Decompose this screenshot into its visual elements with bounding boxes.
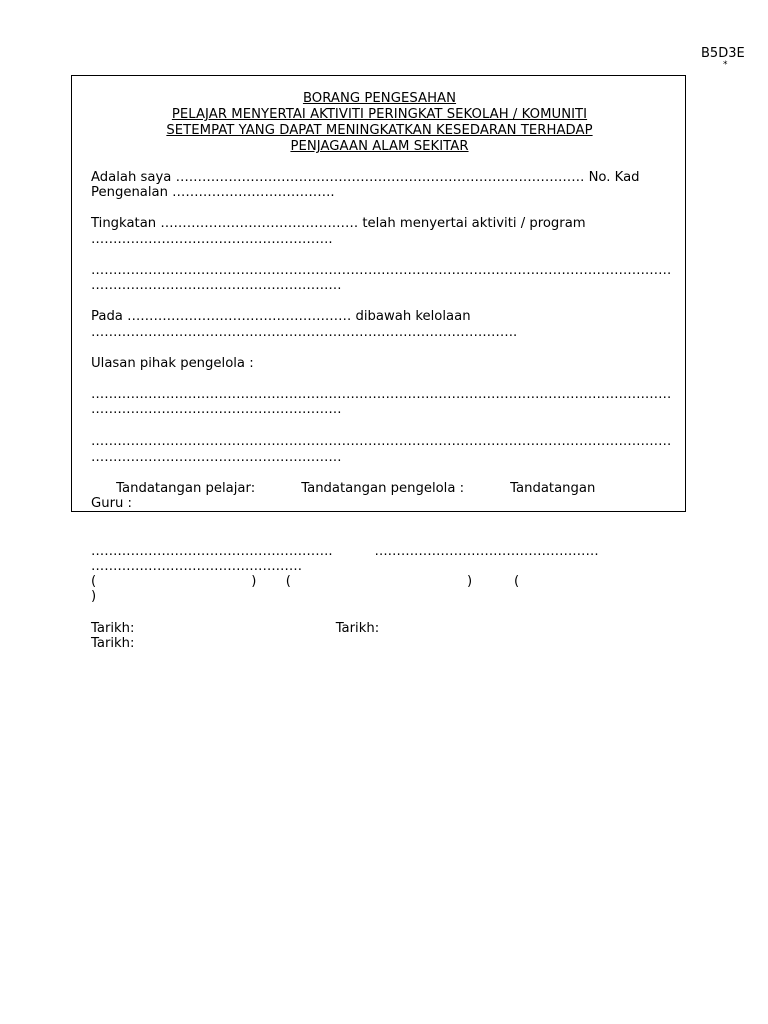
program-detail-line-1: …………………………………………………………………………………………………………………… — [91, 263, 672, 278]
tingkatan-line: Tingkatan ……………………………………… telah menyertai aktiviti / program — [91, 216, 586, 231]
signature-dots-row-1: ………………………………………………. …………………………………………… — [91, 544, 599, 559]
adalah-saya-line: Adalah saya ………………………………………………………………………………… No. Kad — [91, 170, 640, 185]
ulasan-label: Ulasan pihak pengelola : — [91, 356, 254, 371]
document-code-mark: * — [723, 60, 728, 70]
form-subtitle-line-3: PENJAGAAN ALAM SEKITAR — [290, 139, 469, 154]
guru-label: Guru : — [91, 496, 132, 511]
signature-labels: Tandatangan pelajar: Tandatangan pengelola : Tandatangan — [91, 481, 596, 496]
pada-line: Pada …………………………………………… dibawah kelolaan — [91, 309, 471, 324]
signature-dots-row-2: ………………………………………… — [91, 559, 302, 574]
program-detail-line-2: ………………………………………………… — [91, 278, 342, 293]
program-dots-line: ………………………………………………. — [91, 232, 333, 247]
ulasan-dots-line-3: …………………………………………………………………………………………………………………… — [91, 434, 672, 449]
pengenalan-line: Pengenalan ………………………………. — [91, 185, 335, 200]
document-code: B5D3E — [701, 46, 745, 61]
name-parentheses-row-2: ) — [91, 589, 97, 604]
kelolaan-dots-line: ……………………………………………………………………………………. — [91, 325, 518, 340]
tarikh-row-1: Tarikh: Tarikh: — [91, 621, 380, 636]
form-title: BORANG PENGESAHAN — [302, 91, 457, 106]
ulasan-dots-line-2: ………………………………………………… — [91, 402, 342, 417]
name-parentheses-row-1: ( ) ( ) ( — [91, 574, 520, 589]
form-subtitle-line-2: SETEMPAT YANG DAPAT MENINGKATKAN KESEDARAN TERHADAP — [166, 123, 593, 138]
form-subtitle-line-1: PELAJAR MENYERTAI AKTIVITI PERINGKAT SEKOLAH / KOMUNITI — [171, 107, 588, 122]
ulasan-dots-line-1: …………………………………………………………………………………………………………………… — [91, 387, 672, 402]
tarikh-row-2: Tarikh: — [91, 636, 135, 651]
ulasan-dots-line-4: ………………………………………………… — [91, 450, 342, 465]
